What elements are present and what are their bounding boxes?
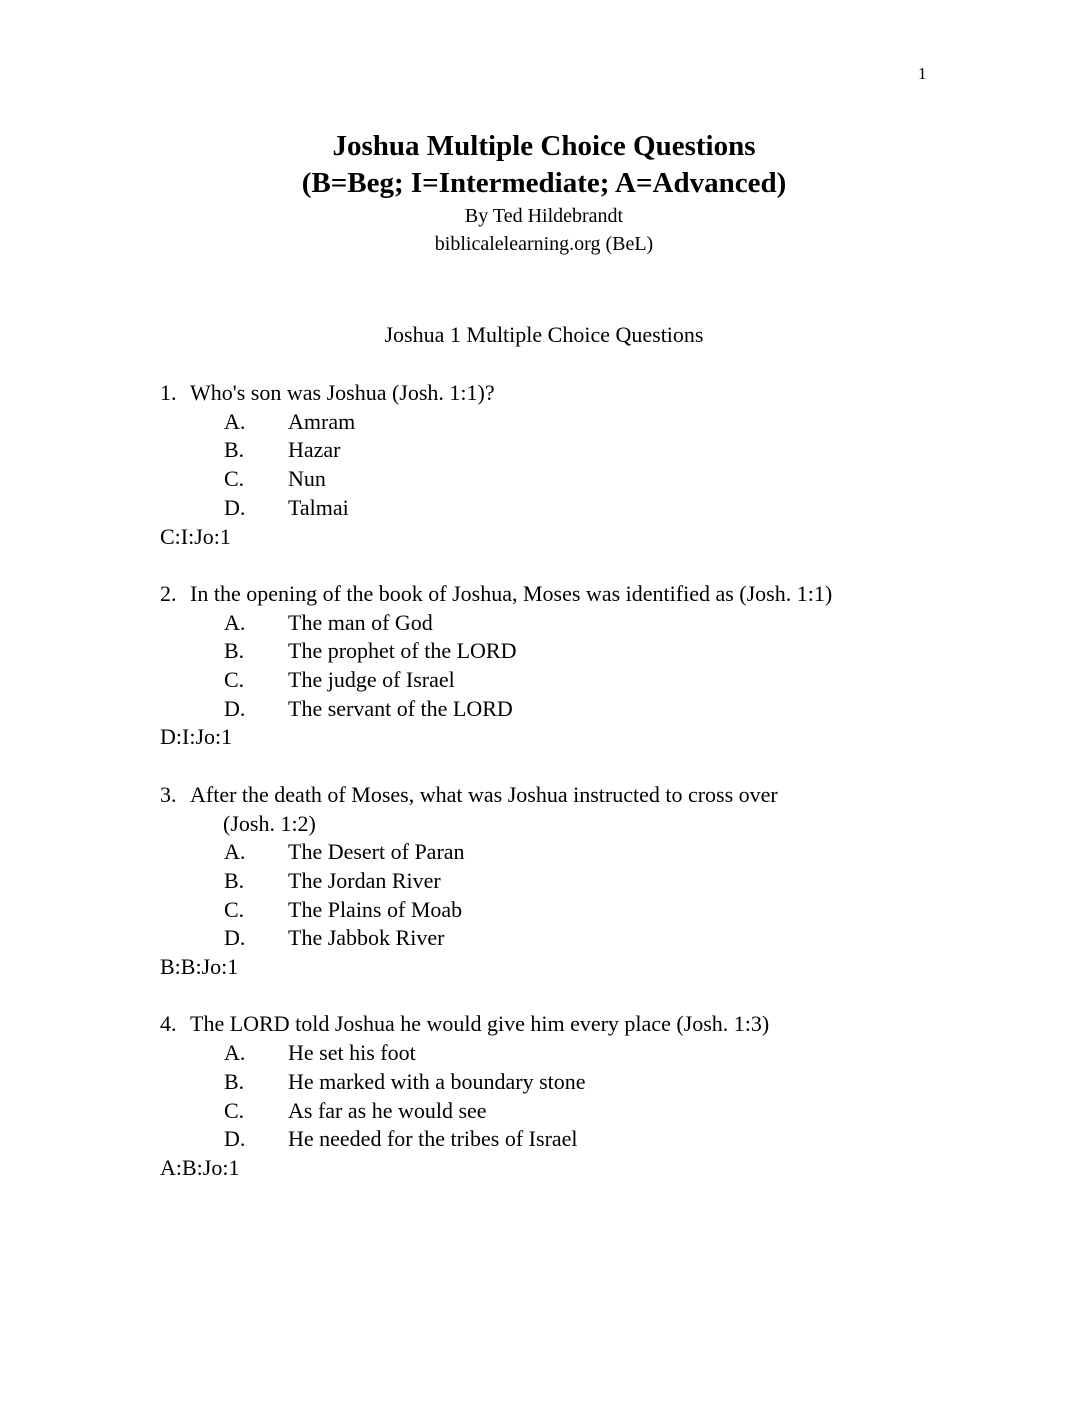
question-list — [160, 379, 832, 1211]
answer-option — [160, 465, 832, 494]
option-text: The Jordan River — [288, 867, 441, 893]
question-number: 3. — [160, 781, 177, 807]
title-line-1: Joshua Multiple Choice Questions — [332, 130, 756, 162]
question-number: 4. — [160, 1011, 177, 1037]
option-letter: A. — [224, 408, 246, 434]
option-letter: B. — [224, 437, 245, 463]
option-letter: C. — [224, 1097, 245, 1123]
option-letter: A. — [224, 1040, 246, 1066]
question-text: The LORD told Joshua he would give him every place (Josh. 1:3) — [190, 1011, 770, 1037]
question-number: 2. — [160, 580, 177, 606]
website: biblicalelearning.org (BeL) — [434, 233, 654, 255]
section-heading: Joshua 1 Multiple Choice Questions — [384, 322, 704, 347]
answer-option — [160, 637, 832, 666]
option-letter: D. — [224, 1126, 246, 1152]
option-text: He set his foot — [288, 1040, 416, 1066]
option-letter: B. — [224, 867, 245, 893]
author: By Ted Hildebrandt — [464, 205, 624, 227]
option-text: The servant of the LORD — [288, 695, 513, 721]
answer-option — [160, 695, 832, 724]
question-item — [160, 379, 832, 551]
question-text: Who's son was Joshua (Josh. 1:1)? — [190, 380, 495, 405]
answer-option — [160, 924, 832, 953]
option-letter: C. — [224, 466, 245, 492]
option-text: The man of God — [288, 609, 433, 635]
option-text: Nun — [288, 466, 326, 492]
option-letter: B. — [224, 638, 245, 664]
answer-option — [160, 896, 832, 925]
title-line-2: (B=Beg; I=Intermediate; A=Advanced) — [301, 167, 787, 199]
answer-option — [160, 609, 832, 638]
option-text: Talmai — [288, 494, 349, 520]
question-text: In the opening of the book of Joshua, Moses was identified as (Josh. 1:1) — [190, 580, 833, 606]
option-text: He marked with a boundary stone — [288, 1068, 586, 1094]
answer-key: B:B:Jo:1 — [160, 954, 239, 980]
answer-option — [160, 1068, 832, 1097]
byline — [0, 202, 1088, 258]
question-item — [160, 781, 832, 982]
option-letter: D. — [224, 925, 246, 951]
option-text: As far as he would see — [288, 1097, 487, 1123]
answer-option — [160, 1039, 832, 1068]
answer-option — [160, 838, 832, 867]
option-letter: D. — [224, 494, 246, 520]
question-item — [160, 580, 832, 752]
option-letter: B. — [224, 1068, 245, 1094]
answer-option — [160, 494, 832, 523]
page-number: 1 — [918, 64, 927, 83]
question-item — [160, 1010, 832, 1182]
answer-option — [160, 436, 832, 465]
answer-option — [160, 1125, 832, 1154]
answer-option — [160, 666, 832, 695]
option-text: The judge of Israel — [288, 667, 455, 693]
option-letter: A. — [224, 839, 246, 865]
answer-key: D:I:Jo:1 — [160, 724, 233, 750]
answer-option — [160, 867, 832, 896]
option-text: The prophet of the LORD — [288, 638, 517, 664]
question-text-continuation: (Josh. 1:2) — [223, 810, 316, 836]
option-text: He needed for the tribes of Israel — [288, 1126, 578, 1152]
answer-key: C:I:Jo:1 — [160, 523, 231, 549]
question-text: After the death of Moses, what was Joshua instructed to cross over — [190, 781, 778, 807]
answer-option — [160, 408, 832, 437]
option-letter: C. — [224, 667, 245, 693]
option-letter: C. — [224, 896, 245, 922]
option-text: The Jabbok River — [288, 925, 445, 951]
option-letter: D. — [224, 695, 246, 721]
option-letter: A. — [224, 609, 246, 635]
option-text: Amram — [288, 408, 356, 434]
option-text: Hazar — [288, 437, 341, 463]
option-text: The Desert of Paran — [288, 839, 465, 865]
option-text: The Plains of Moab — [288, 896, 463, 922]
answer-option — [160, 1097, 832, 1126]
question-number: 1. — [160, 380, 177, 405]
document-title — [0, 128, 1088, 202]
answer-key: A:B:Jo:1 — [160, 1154, 240, 1180]
